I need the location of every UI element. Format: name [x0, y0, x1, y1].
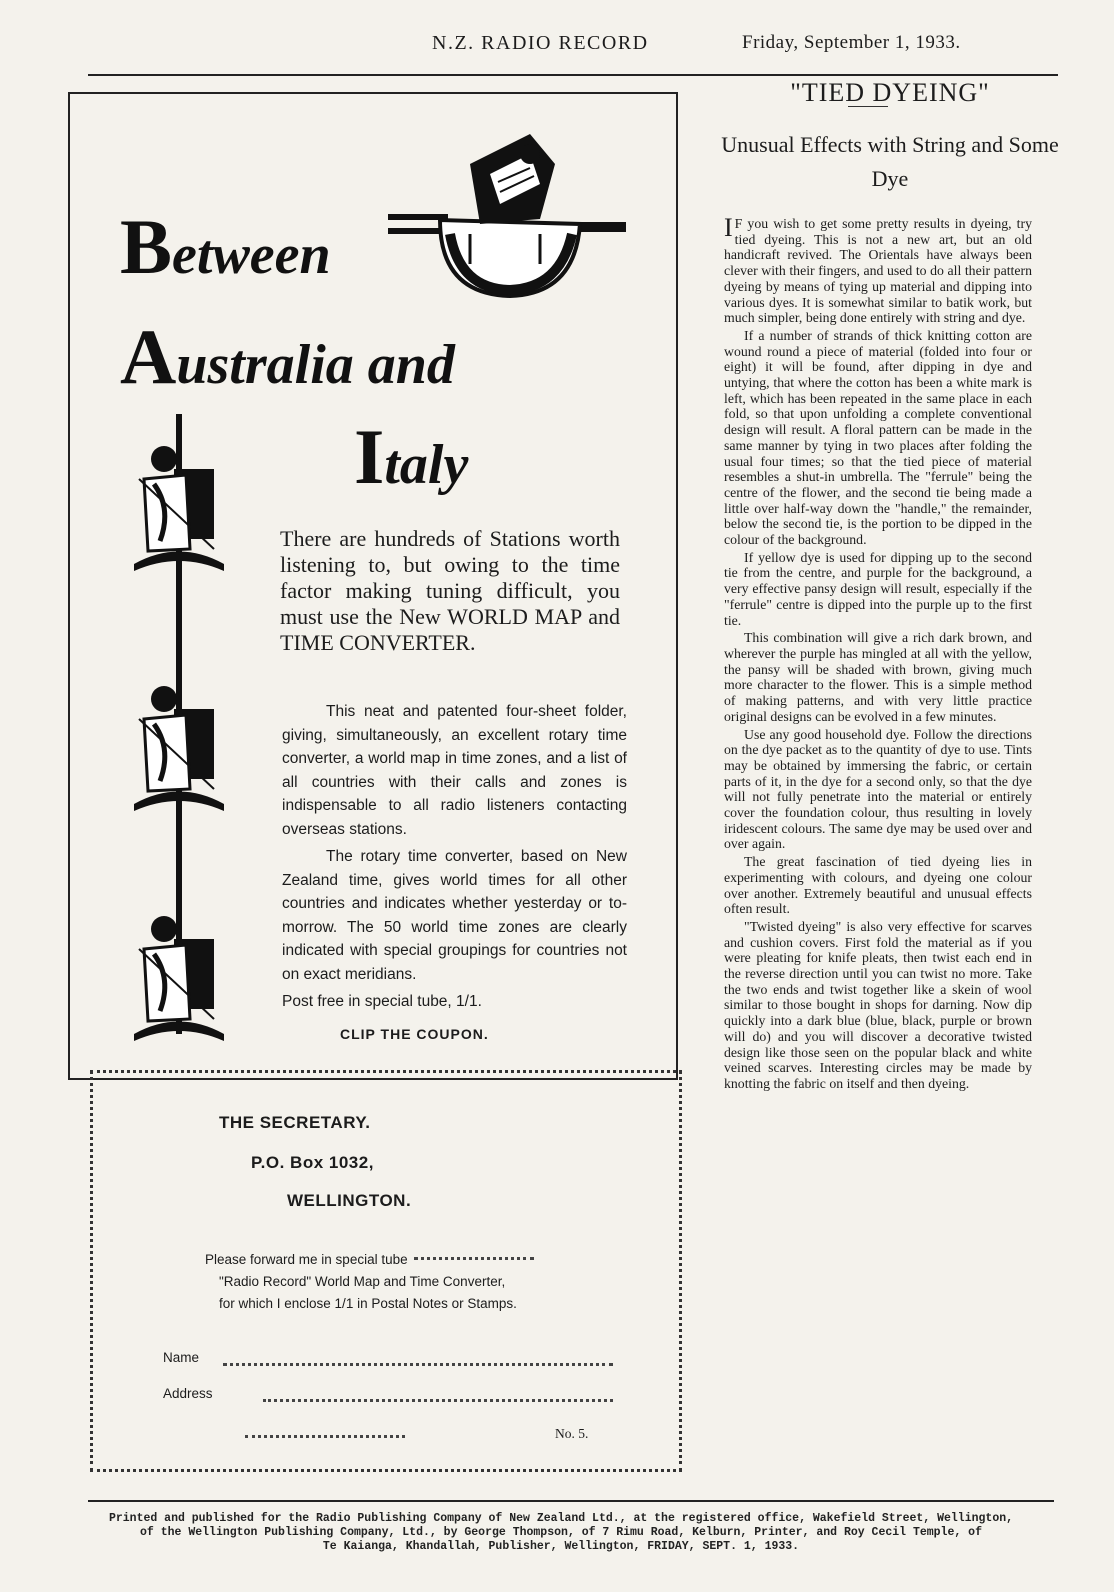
clip-coupon-label: CLIP THE COUPON.	[340, 1026, 489, 1042]
ad-paragraph-1: This neat and patented four-sheet folder, giving, simultaneously, an excellent rotary time converter, a world map in time zones, and a list of all countries with their calls and zones is indispensable to all radio listeners contacting overseas stations.	[282, 703, 627, 838]
coupon-line-1	[205, 1249, 625, 1271]
headline-2-rest: ustralia and	[176, 334, 455, 396]
article-body	[724, 213, 1032, 1094]
coupon-addressee: THE SECRETARY.	[219, 1113, 371, 1132]
top-rule	[88, 74, 1058, 76]
address-label: Address	[163, 1386, 213, 1401]
article-title: "TIED DYEING"	[790, 78, 990, 107]
violinist-illustration-3	[124, 909, 234, 1044]
address-field-2[interactable]	[245, 1435, 405, 1438]
imprint	[88, 1512, 1034, 1554]
headline-2-cap: A	[120, 313, 177, 400]
article-paragraph-4: This combination will give a rich dark brown, and wherever the purple has mingled at all with the yellow, the pansy will be shaded with brown, giving much more character to the flower. This is a simple method of making patterns, and with very little practice original designs can be evolved in a few minutes.	[724, 630, 1032, 724]
name-label: Name	[163, 1350, 200, 1365]
imprint-line-3: Te Kaianga, Khandallah, Publisher, Wellington, FRIDAY, SEPT. 1, 1933.	[322, 1540, 800, 1553]
coupon-line-3: for which I enclose 1/1 in Postal Notes or Stamps.	[219, 1296, 517, 1311]
article-paragraph-3: If yellow dye is used for dipping up to the second tie from the centre, and purple for the background, a very effective pansy design will result, especially if the "ferrule" centre is dipped into the purple up to the first tie.	[724, 549, 1032, 628]
article-paragraph-7: "Twisted dyeing" is also very effective for scarves and cushion covers. First fold the material as if you were pleating for knife pleats, then twist each end in the reverse direction until you can twist no more. Take the two ends and twist together like a skein of wool similar to those bought in shops for darning. Now dip quickly into a dark blue (blue, black, purple or brown will do) and you will discover a decorative twisted design like those seen on the popular black and white veined scarves. Interesting circles may be made by knotting the fabric on itself and then dyeing.	[724, 918, 1032, 1091]
masthead	[0, 28, 1114, 58]
issue-date: Friday, September 1, 1933.	[742, 32, 961, 53]
address-field[interactable]	[263, 1399, 613, 1402]
order-coupon[interactable]	[90, 1070, 682, 1472]
publication-name: N.Z. RADIO RECORD	[432, 32, 649, 54]
piano-illustration	[380, 124, 630, 304]
coupon-box: P.O. Box 1032,	[251, 1153, 374, 1172]
advertisement-box	[68, 92, 678, 1080]
title-underline	[848, 106, 888, 107]
coupon-instructions	[205, 1249, 625, 1315]
headline-3-rest: taly	[384, 434, 469, 496]
ad-price: Post free in special tube, 1/1.	[282, 993, 482, 1010]
article-paragraph-2: If a number of strands of thick knitting cotton are wound round a piece of material (folded into four or eight) it will be found, after dipping in dye and untying, that where the cotton has been a white mark is left, which has been repeated in the same place in each fold, so that upon unfolding a complete conventional design will result. A floral pattern can be made in the same manner by tying in two places after folding the usual four times; so that the tied piece of material resembles a shut-in umbrella. The "ferrule" being the centre of the flower, and the second tie being made a little over half-way down the "handle," the remainder, below the second tie, is the portion to be dipped in the colour of the background.	[724, 327, 1032, 548]
article-paragraph-1-text: F you wish to get some pretty results in dyeing, try tied dyeing. This is not a new art, but an old handicraft revived. The Orientals have always been clever with their fingers, and used to do all their pattern dyeing by means of tying up material and dipping into various dyes. It is somewhat similar to batik work, but much simpler, being done entirely with string and dye.	[724, 216, 1032, 326]
ad-paragraph-2: The rotary time converter, based on New Zealand time, gives world times for all other countries and indicates whether yesterday or to-morrow. The 50 world time zones are clearly indicated with special groupings for countries not on exact meridians.	[282, 848, 627, 983]
headline-line-1	[120, 202, 331, 292]
article-subtitle: Unusual Effects with String and Some Dye	[721, 132, 1059, 191]
coupon-number: No. 5.	[555, 1426, 589, 1441]
ad-body-text	[282, 700, 627, 1014]
headline-line-3	[354, 412, 468, 502]
name-field[interactable]	[223, 1363, 613, 1366]
article-dropcap: I	[724, 213, 733, 242]
headline-1-cap: B	[120, 203, 173, 290]
coupon-city: WELLINGTON.	[287, 1191, 412, 1210]
ad-lead-text: There are hundreds of Stations worth listening to, but owing to the time factor making tuning difficult, you must use the New WORLD MAP and TIME CONVERTER.	[280, 526, 620, 655]
coupon-line-1-text: Please forward me in special tube	[205, 1252, 408, 1267]
imprint-line-2: of the Wellington Publishing Company, Ltd., by George Thompson, of 7 Rimu Road, Kelburn, Printer, and Roy Cecil Temple, of	[140, 1526, 982, 1539]
headline-line-2	[120, 312, 455, 402]
article-paragraph-5: Use any good household dye. Follow the directions on the dye packet as to the quantity of dye to use. Tints may be obtained by immersing the fabric, or certain parts of it, in the dye for a second only, so that the dye will not fully penetrate into the material or entirely cover the foundation colour, thus resulting in lovely iridescent colours. The same dye may be used over and over again.	[724, 726, 1032, 852]
coupon-line-2: "Radio Record" World Map and Time Converter,	[219, 1274, 506, 1289]
imprint-line-1: Printed and published for the Radio Publishing Company of New Zealand Ltd., at the registered office, Wakefield Street, Wellington,	[108, 1512, 1014, 1525]
headline-1-rest: etween	[172, 224, 331, 286]
article-paragraph-1	[724, 213, 1032, 326]
coupon-line-1-dots	[414, 1257, 534, 1260]
violinist-illustration-2	[124, 679, 234, 814]
bottom-rule	[88, 1500, 1054, 1502]
headline-3-cap: I	[354, 413, 385, 500]
violinist-illustration-1	[124, 439, 234, 574]
article-paragraph-6: The great fascination of tied dyeing lies in experimenting with colours, and dyeing one colour over another. Extremely beautiful and unusual effects often result.	[724, 854, 1032, 917]
